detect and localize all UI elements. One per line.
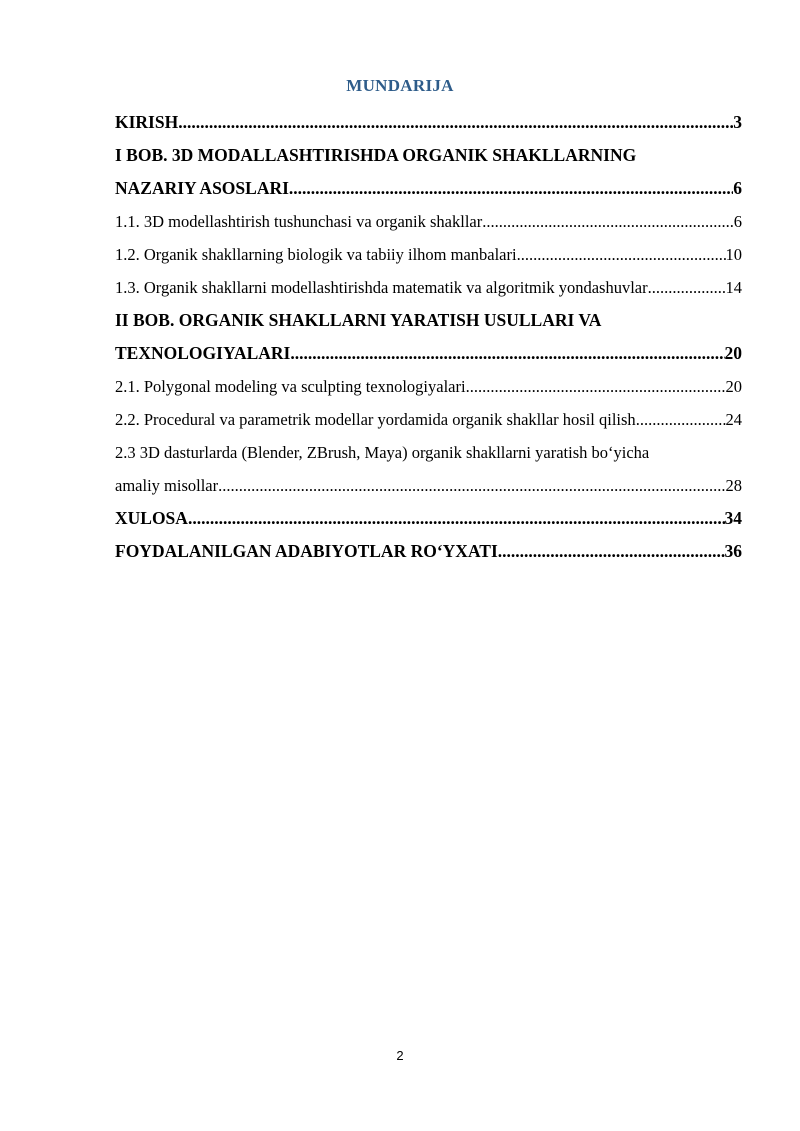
- toc-entry-chapter-1-line-1: [115, 139, 742, 172]
- toc-title: MUNDARIJA: [346, 76, 454, 95]
- toc-entry-label: II BOB. ORGANIK SHAKLLARNI YARATISH USULLARI VA: [115, 310, 602, 330]
- toc-entry-label: 2.2. Procedural va parametrik modellar yordamida organik shakllar hosil qilish: [115, 410, 636, 429]
- toc-entry-page: 34: [724, 508, 742, 528]
- page-number: 2: [396, 1048, 404, 1063]
- toc-leader-dots: [188, 502, 725, 535]
- toc-entry-label: 2.3 3D dasturlarda (Blender, ZBrush, Maya) organik shakllarni yaratish bo‘yicha: [115, 443, 650, 462]
- toc-entry-page: 20: [725, 377, 742, 396]
- toc-entry-chapter-2-line-2: [115, 337, 742, 370]
- toc-entry-page: 20: [724, 343, 742, 363]
- toc-entry-page: 10: [725, 245, 742, 264]
- toc-entry-chapter-2-line-1: [115, 304, 742, 337]
- table-of-contents: [115, 106, 742, 568]
- toc-entry-label: 2.1. Polygonal modeling va sculpting texnologiyalari: [115, 377, 466, 396]
- toc-entry-1-2: [115, 238, 742, 271]
- toc-entry-2-2: [115, 403, 742, 436]
- toc-entry-label: amaliy misollar: [115, 476, 219, 495]
- toc-leader-dots: [218, 469, 725, 502]
- toc-entry-references: [115, 535, 742, 568]
- toc-entry-label: NAZARIY ASOSLARI: [115, 178, 289, 198]
- toc-leader-dots: [648, 271, 726, 304]
- toc-entry-1-1: [115, 205, 742, 238]
- toc-entry-xulosa: [115, 502, 742, 535]
- toc-entry-2-1: [115, 370, 742, 403]
- toc-entry-label: 1.3. Organik shakllarni modellashtirishda matematik va algoritmik yondashuvlar: [115, 278, 648, 297]
- toc-entry-page: 28: [725, 476, 742, 495]
- toc-entry-page: 3: [733, 112, 742, 132]
- toc-leader-dots: [498, 535, 725, 568]
- toc-entry-page: 6: [733, 178, 742, 198]
- toc-entry-label: FOYDALANILGAN ADABIYOTLAR RO‘YXATI: [115, 541, 498, 561]
- toc-entry-chapter-1-line-2: [115, 172, 742, 205]
- toc-entry-1-3: [115, 271, 742, 304]
- toc-entry-2-3-line-2: [115, 469, 742, 502]
- toc-entry-label: KIRISH: [115, 112, 179, 132]
- toc-leader-dots: [466, 370, 726, 403]
- toc-entry-kirish: [115, 106, 742, 139]
- toc-leader-dots: [517, 238, 726, 271]
- toc-leader-dots: [482, 205, 734, 238]
- toc-entry-page: 14: [725, 278, 742, 297]
- toc-entry-label: TEXNOLOGIYALARI: [115, 343, 291, 363]
- toc-entry-label: 1.1. 3D modellashtirish tushunchasi va organik shakllar: [115, 212, 483, 231]
- toc-entry-label: 1.2. Organik shakllarning biologik va tabiiy ilhom manbalari: [115, 245, 517, 264]
- toc-leader-dots: [178, 106, 733, 139]
- toc-leader-dots: [290, 337, 724, 370]
- toc-entry-2-3-line-1: [115, 436, 742, 469]
- toc-entry-page: 24: [725, 410, 742, 429]
- toc-leader-dots: [636, 403, 726, 436]
- toc-entry-page: 6: [733, 212, 742, 231]
- toc-leader-dots: [289, 172, 733, 205]
- toc-entry-label: I BOB. 3D MODALLASHTIRISHDA ORGANIK SHAKLLARNING: [115, 145, 637, 165]
- toc-entry-label: XULOSA: [115, 508, 188, 528]
- toc-entry-page: 36: [724, 541, 742, 561]
